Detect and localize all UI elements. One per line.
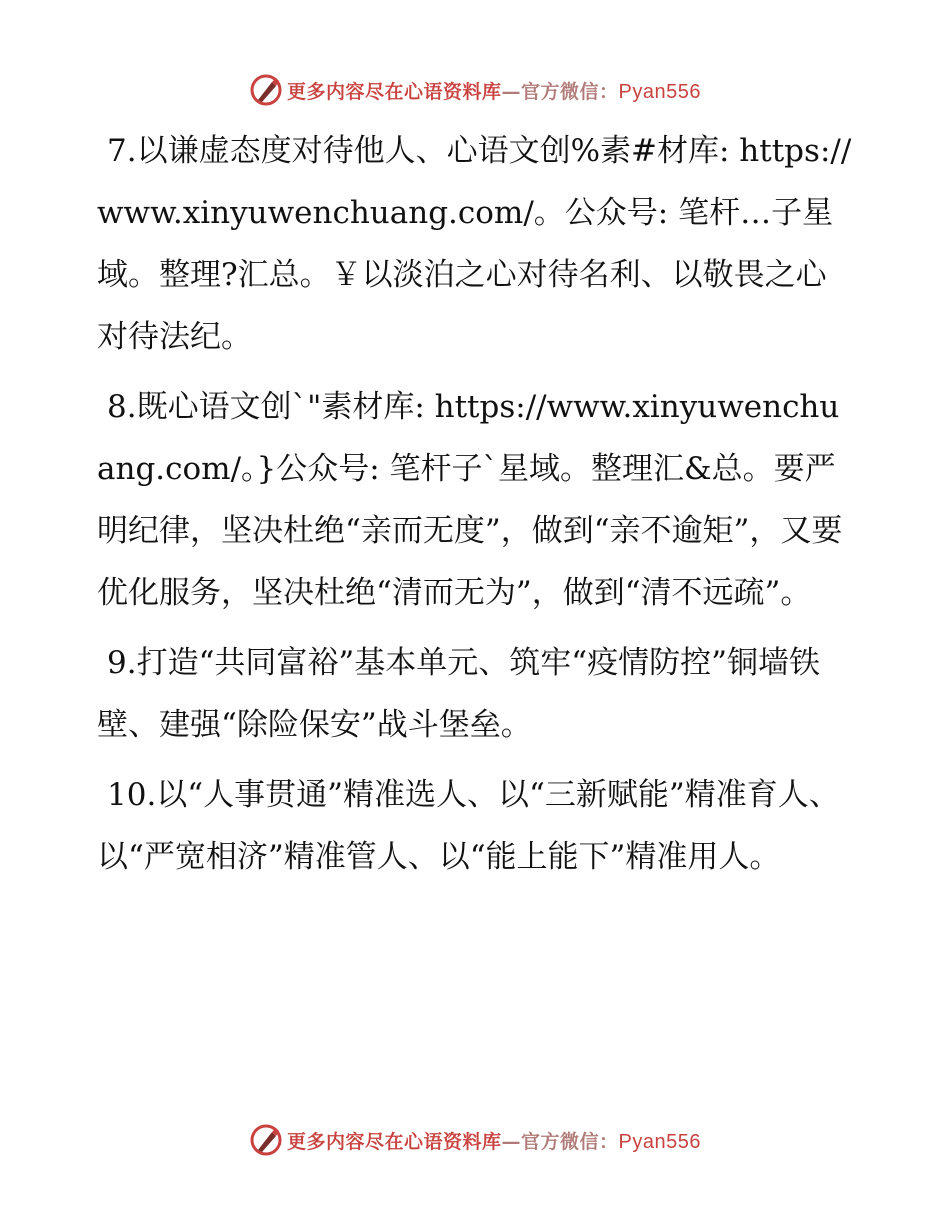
footer-dash: — [501, 1130, 522, 1153]
footer-text [287, 1127, 701, 1154]
pen-nib-logo-icon [249, 1123, 283, 1157]
footer-wechat-id: Pyan556 [618, 1130, 701, 1153]
paragraph-9: 9.打造“共同富裕”基本单元、筑牢“疫情防控”铜墙铁壁、建强“除险保安”战斗堡垒。 [97, 645, 820, 743]
footer-main-text: 更多内容尽在心语资料库 [287, 1130, 502, 1153]
paragraph-7: 7.以谦虚态度对待他人、心语文创%素#材库: https://www.xinyuwenchuang.com/。公众号: 笔杆…子星域。整理?汇总。￥以淡泊之心对待名利、以敬畏之心对待法纪。 [97, 133, 852, 355]
header-dash: — [501, 80, 522, 103]
header-main-text: 更多内容尽在心语资料库 [287, 80, 502, 103]
document-body [97, 120, 857, 896]
footer-banner [0, 1120, 950, 1160]
paragraph-8: 8.既心语文创`"素材库: https://www.xinyuwenchuang.com/。}公众号: 笔杆子`星域。整理汇&总。要严明纪律，坚决杜绝“亲而无度”，做到“亲不逾矩”，又要优化服务，坚决杜绝“清而无为”，做到“清不远疏”。 [97, 389, 843, 611]
header-banner [0, 70, 950, 110]
paragraph-10: 10.以“人事贯通”精准选人、以“三新赋能”精准育人、以“严宽相济”精准管人、以“能上能下”精准用人。 [97, 777, 840, 875]
header-wechat-id: Pyan556 [618, 80, 701, 103]
header-wechat-label: 官方微信： [521, 80, 619, 103]
footer-wechat-label: 官方微信： [521, 1130, 619, 1153]
header-text [287, 77, 701, 104]
pen-nib-logo-icon [249, 73, 283, 107]
